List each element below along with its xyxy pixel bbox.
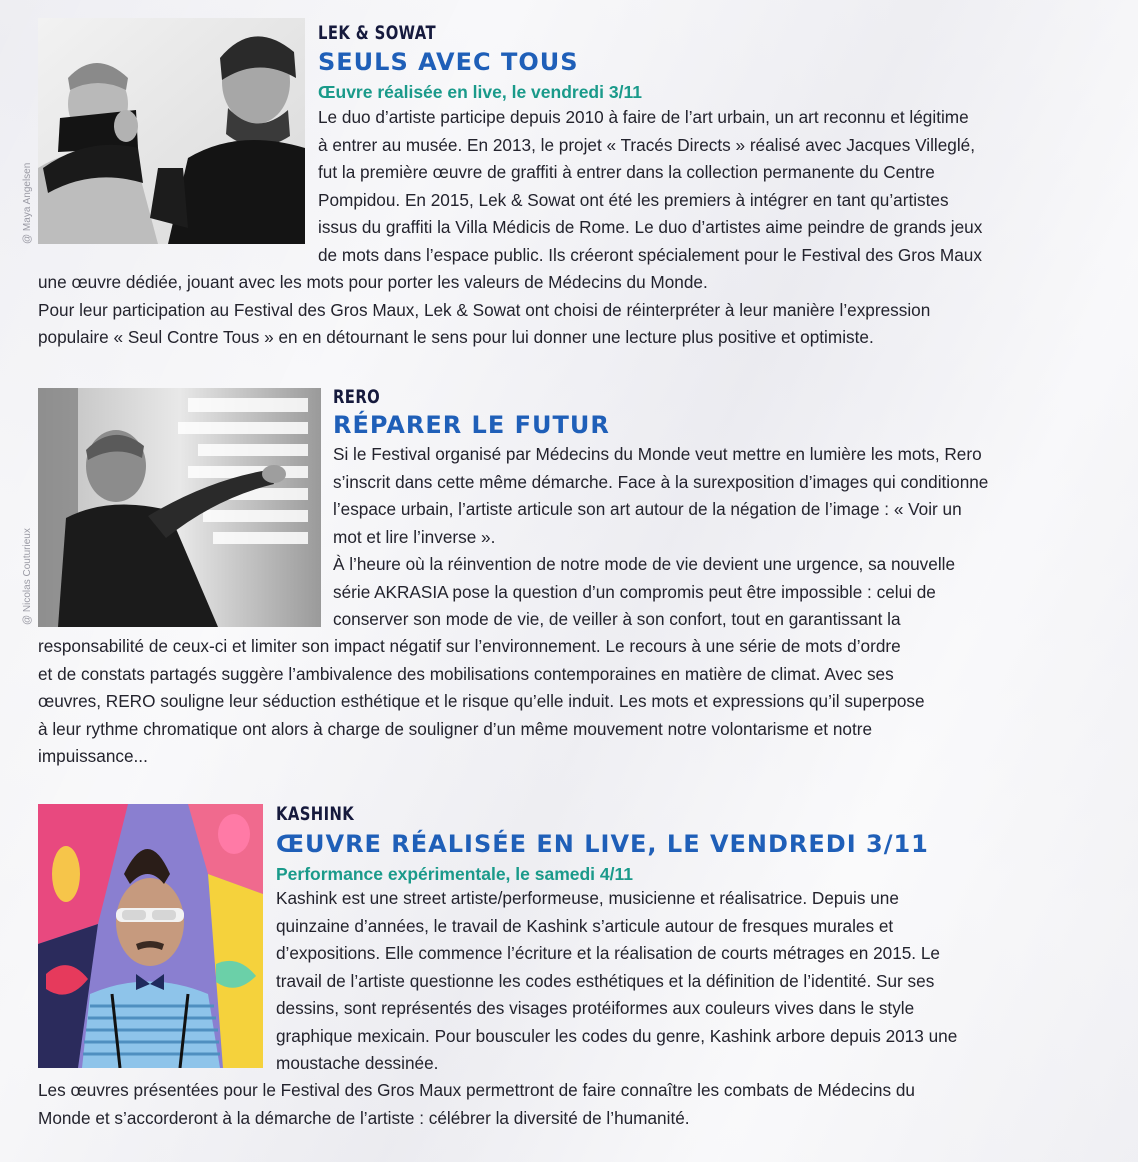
section-title: RÉPARER LE FUTUR [333, 411, 610, 439]
body-line: responsabilité de ceux-ci et limiter son impact négatif sur l’environnement. Le recours à une série de mots d’ordre [38, 636, 901, 656]
body-line: de mots dans l’espace public. Ils créeront spécialement pour le Festival des Gros Maux [318, 244, 982, 265]
body-line: Kashink est une street artiste/performeuse, musicienne et réalisatrice. Depuis une [276, 888, 899, 908]
body-line: Monde et s’accorderont à la démarche de l’artiste : célébrer la diversité de l’humanité. [38, 1107, 690, 1128]
photo-rero [38, 388, 321, 627]
artist-name: RERO [333, 386, 381, 408]
body-line: issus du graffiti la Villa Médicis de Rome. Le duo d’artistes aime peindre de grands jeux [318, 217, 983, 237]
section-body-full [38, 633, 1084, 771]
artist-name: KASHINK [276, 803, 355, 825]
body-line: travail de l’artiste questionne les codes esthétiques et la définition de l’identité. Sur ses [276, 970, 935, 991]
section-body-full [38, 269, 1084, 352]
body-line: conserver son mode de vie, de veiller à son confort, tout en garantissant la [333, 609, 901, 629]
body-line: une œuvre dédiée, jouant avec les mots pour porter les valeurs de Médecins du Monde. [38, 272, 708, 292]
body-line: graphique mexicain. Pour bousculer les codes du genre, Kashink arbore depuis 2013 une [276, 1025, 958, 1046]
body-line: dessins, sont représentés des visages protéiformes aux couleurs vives dans le style [276, 998, 915, 1018]
body-line: série AKRASIA pose la question d’un compromis peut être impossible : celui de [333, 581, 936, 602]
body-line: s’inscrit dans cette même démarche. Face à la surexposition d’images qui conditionne [333, 471, 989, 492]
body-line: l’espace urbain, l’artiste articule son art autour de la négation de l’image : « Voir un [333, 499, 962, 519]
body-line: quinzaine d’années, le travail de Kashink s’articule autour de fresques murales et [276, 915, 894, 936]
section-title: SEULS AVEC TOUS [318, 48, 579, 76]
body-line: Pour leur participation au Festival des Gros Maux, Lek & Sowat ont choisi de réinterpréter à leur manière l’expression [38, 299, 931, 320]
body-line: populaire « Seul Contre Tous » en en détournant le sens pour lui donner une lecture plus positive et optimiste. [38, 327, 874, 347]
section-subtitle: Œuvre réalisée en live, le vendredi 3/11 [318, 82, 642, 102]
body-line: Le duo d’artiste participe depuis 2010 à faire de l’art urbain, un art reconnu et légitime [318, 107, 969, 127]
section-title: ŒUVRE RÉALISÉE EN LIVE, LE VENDREDI 3/11 [276, 830, 929, 858]
body-line: fut la première œuvre de graffiti à entrer dans la collection permanente du Centre [318, 162, 935, 182]
body-line: œuvres, RERO souligne leur séduction esthétique et le risque qu’elle induit. Les mots et expressions qu’il superpose [38, 691, 925, 711]
body-line: d’expositions. Elle commence l’écriture et la réalisation de courts métrages en 2015. Le [276, 943, 940, 963]
section-body [333, 441, 1084, 634]
artist-name: LEK & SOWAT [318, 22, 436, 44]
body-line: impuissance... [38, 746, 148, 766]
section-body [276, 885, 1084, 1078]
photo-lek-sowat [38, 18, 305, 244]
body-line: moustache dessinée. [276, 1053, 439, 1073]
body-line: à leur rythme chromatique ont alors à charge de souligner d’un même mouvement notre volontarisme et notre [38, 718, 873, 739]
photo-credit: @ Maya Angelsen [22, 162, 33, 244]
body-line: et de constats partagés suggère l’ambivalence des mobilisations contemporaines en matière de climat. Avec ses [38, 663, 894, 684]
photo-kashink [38, 804, 263, 1068]
section-body [318, 104, 1084, 269]
body-line: mot et lire l’inverse ». [333, 526, 496, 547]
body-line: Si le Festival organisé par Médecins du Monde veut mettre en lumière les mots, Rero [333, 444, 982, 464]
section-body-full [38, 1077, 1084, 1132]
body-line: Pompidou. En 2015, Lek & Sowat ont été les premiers à intégrer en tant qu’artistes [318, 189, 949, 210]
body-line: Les œuvres présentées pour le Festival des Gros Maux permettront de faire connaître les combats de Médecins du [38, 1080, 915, 1100]
section-subtitle: Performance expérimentale, le samedi 4/11 [276, 864, 633, 884]
body-line: À l’heure où la réinvention de notre mode de vie devient une urgence, sa nouvelle [333, 554, 956, 574]
photo-credit: @ Nicolas Couturieux [22, 528, 33, 625]
body-line: à entrer au musée. En 2013, le projet « Tracés Directs » réalisé avec Jacques Villeglé, [318, 134, 975, 155]
